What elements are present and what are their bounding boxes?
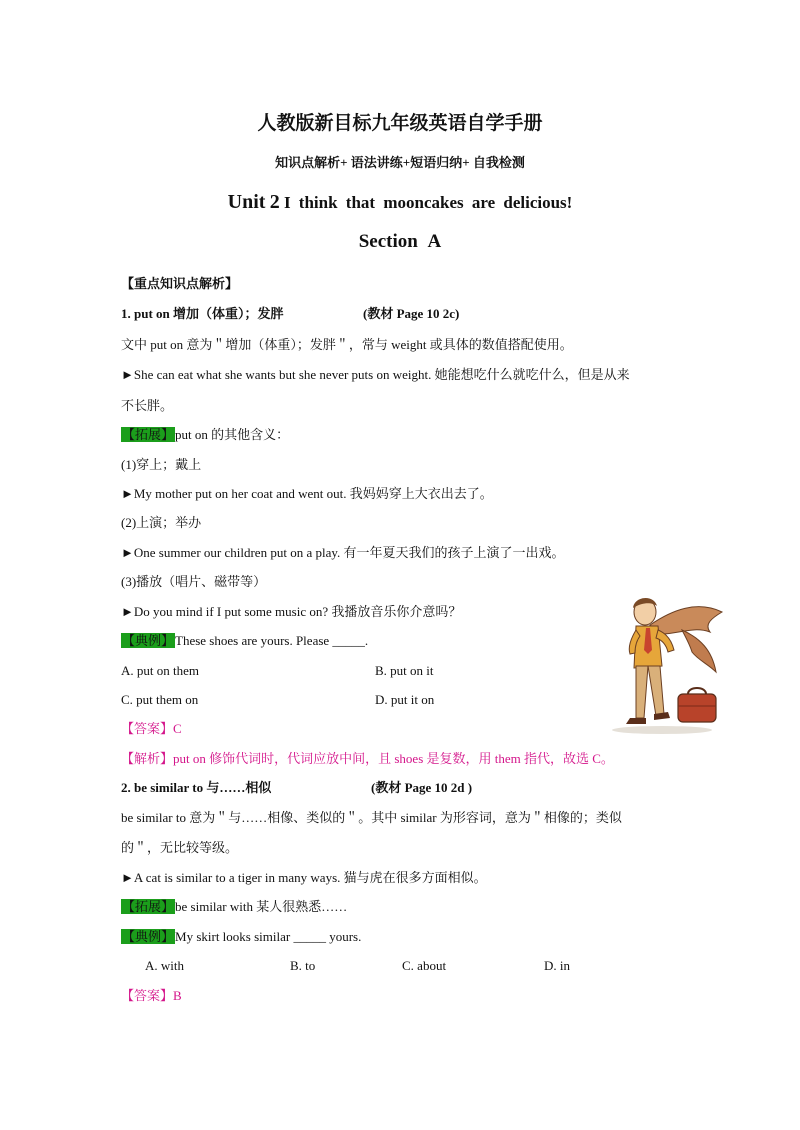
item1-example-line1: ►She can eat what she wants but she never puts on weight. 她能想吃什么就吃什么，但是从来	[121, 367, 630, 382]
item2-question	[121, 928, 361, 946]
meaning-1-example: ►My mother put on her coat and went out. 我妈妈穿上大衣出去了。	[121, 486, 493, 501]
meaning-3: (3)播放（唱片、磁带等）	[121, 574, 267, 589]
option-d: D. in	[544, 958, 570, 973]
question-text: These shoes are yours. Please _____.	[175, 633, 369, 648]
item2-answer: 【答案】B	[121, 988, 182, 1003]
option-d: D. put it on	[375, 692, 435, 707]
item2-title-row	[121, 779, 473, 797]
question-text: My skirt looks similar _____ yours.	[175, 929, 362, 944]
extension-tag: 【拓展】	[122, 899, 175, 914]
unit-number: 2	[269, 191, 280, 213]
item1-example-line2: 不长胖。	[121, 398, 174, 413]
option-a: A. put on them	[121, 663, 199, 678]
option-c: C. about	[402, 958, 447, 973]
item2-explain-line2: 的＂，无比较等级。	[121, 840, 239, 855]
option-a: A. with	[145, 958, 184, 973]
example-tag: 【典例】	[122, 633, 175, 648]
unit-title: I think that mooncakes are delicious!	[283, 193, 573, 212]
example-tag: 【典例】	[122, 929, 175, 944]
item2-title: 2. be similar to 与……相似	[121, 780, 272, 795]
item2-explain-line1: be similar to 意为＂与……相像、类似的＂。其中 similar 为形容词，意为＂相像的；类似	[121, 810, 622, 825]
meaning-2-example: ►One summer our children put on a play. 有一年夏天我们的孩子上演了一出戏。	[121, 545, 565, 560]
item1-question	[121, 632, 368, 650]
item2-extension	[121, 898, 347, 916]
meaning-3-example: ►Do you mind if I put some music on? 我播放音乐你介意吗？	[121, 604, 462, 619]
item1-analysis: 【解析】put on 修饰代词时，代词应放中间，且 shoes 是复数，用 them 指代，故选 C。	[121, 751, 614, 766]
item1-title-row	[121, 305, 460, 323]
section-heading: Section A	[358, 231, 442, 252]
option-b: B. to	[290, 958, 316, 973]
item1-explain: 文中 put on 意为＂增加（体重）；发胖＂，常与 weight 或具体的数值搭配使用。	[121, 337, 573, 352]
extension-text: put on 的其他含义：	[175, 427, 290, 442]
unit-heading	[0, 191, 800, 214]
page-subtitle: 知识点解析+ 语法讲练+短语归纳+ 自我检测	[275, 155, 525, 170]
item1-ref: (教材 Page 10 2c)	[363, 306, 460, 321]
item1-title: 1. put on 增加（体重）；发胖	[121, 306, 284, 321]
item2-ref: (教材 Page 10 2d )	[371, 780, 473, 795]
meaning-2: (2)上演；举办	[121, 515, 202, 530]
option-c: C. put them on	[121, 692, 199, 707]
unit-prefix: Unit	[227, 191, 266, 213]
meaning-1: (1)穿上；戴上	[121, 457, 202, 472]
item1-answer: 【答案】C	[121, 721, 182, 736]
cartoon-man-illustration	[612, 590, 732, 740]
key-points-heading: 【重点知识点解析】	[121, 276, 239, 291]
extension-text: be similar with 某人很熟悉……	[175, 899, 348, 914]
page-title: 人教版新目标九年级英语自学手册	[257, 113, 543, 134]
extension-tag: 【拓展】	[122, 427, 175, 442]
item1-extension	[121, 426, 289, 444]
option-b: B. put on it	[375, 663, 434, 678]
item2-example: ►A cat is similar to a tiger in many ways. 猫与虎在很多方面相似。	[121, 870, 487, 885]
